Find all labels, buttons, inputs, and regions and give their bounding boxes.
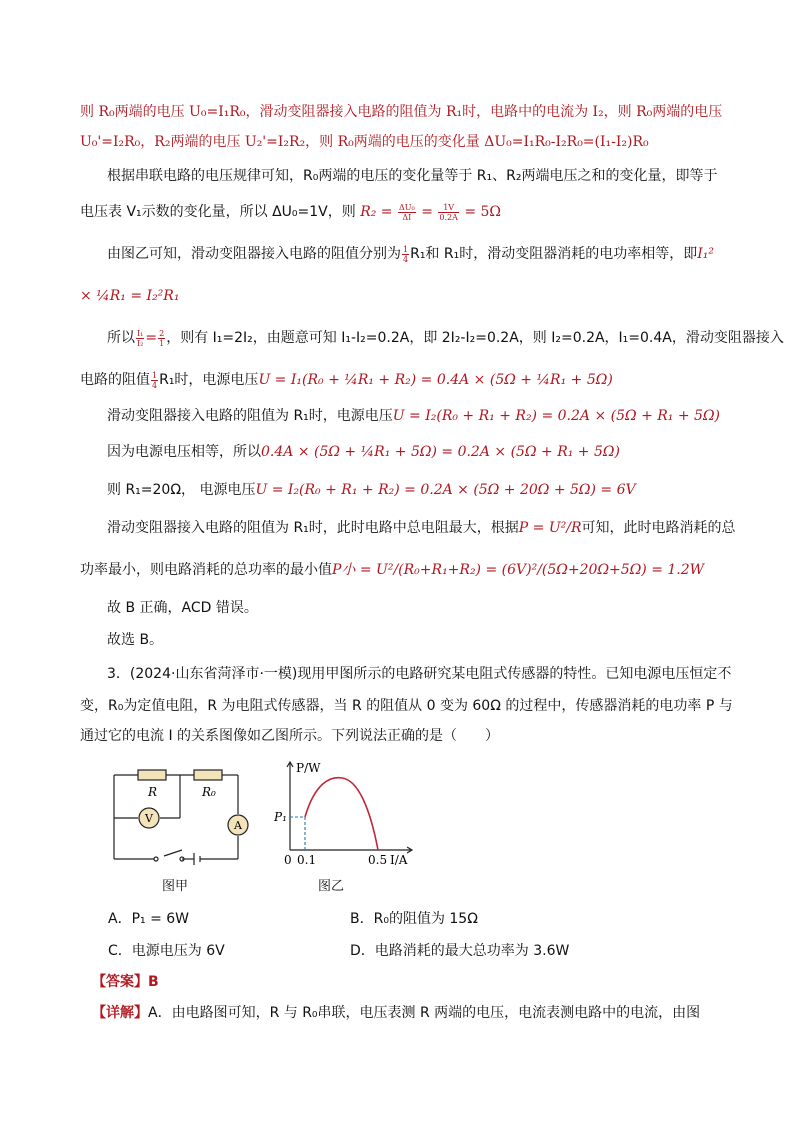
figure-caption-jia: 图甲 [162, 879, 189, 894]
solution-line-6: × ¼R₁ = I₂²R₁ [80, 288, 180, 304]
label-a: A [234, 819, 242, 832]
option-a[interactable]: A．P₁ = 6W [108, 911, 190, 927]
fraction-quarter: $\frac{1}{4}$ [403, 244, 409, 264]
answer-line: 【答案】B [92, 974, 159, 990]
solution-line-8: 电路的阻值 $\frac{1}{4}$ R₁时，电源电压U = I₁(R₀ + ¼R₁ + R₂) = 0.4A × (5Ω + ¼R₁ + 5Ω) [80, 370, 613, 390]
solution-line-10: 因为电源电压相等，所以0.4A × (5Ω + ¼R₁ + 5Ω) = 0.2A × (5Ω + R₁ + 5Ω) [107, 444, 620, 460]
option-c[interactable]: C．电源电压为 6V [108, 943, 225, 959]
option-d[interactable]: D．电路消耗的最大总功率为 3.6W [350, 943, 570, 959]
tick-0-5: 0.5 [368, 853, 388, 867]
solution-line-14: 故 B 正确，ACD 错误。 [107, 600, 258, 616]
solution-line-3: 根据串联电路的电压规律可知，R₀两端的电压的变化量等于 R₁、R₂两端电压之和的变化量，即等于 [107, 168, 718, 184]
solution-line-12: 滑动变阻器接入电路的阻值为 R₁时，此时电路中总电阻最大，根据P = U²/R可知，此时电路消耗的总 [107, 520, 736, 536]
power-current-graph [270, 758, 420, 868]
solution-line-13: 功率最小，则电路消耗的总功率的最小值P小 = U²/(R₀+R₁+R₂) = (6V)²/(5Ω+20Ω+5Ω) = 1.2W [80, 562, 705, 578]
fraction-du-di: $\frac{\text{ΔU₀}}{\Delta I}$ [399, 202, 415, 222]
question-line-2: 变，R₀为定值电阻，R 为电阻式传感器，当 R 的阻值从 0 变为 60Ω 的过程中，传感器消耗的电功率 P 与 [80, 698, 733, 714]
solution-line-2: U₀'=I₂R₀，R₂两端的电压 U₂'=I₂R₂，则 R₀两端的电压的变化量 ΔU₀=I₁R₀-I₂R₀=(I₁-I₂)R₀ [80, 134, 649, 150]
question-line-3: 通过它的电流 I 的关系图像如乙图所示。下列说法正确的是（ ） [80, 728, 500, 744]
y-axis-label: P/W [296, 761, 321, 775]
label-r: R [148, 785, 158, 799]
tick-0-1: 0.1 [297, 853, 317, 867]
fraction-quarter-2: $\frac{1}{4}$ [152, 370, 158, 390]
question-line-1: 3．(2024·山东省菏泽市·一模)现用甲图所示的电路研究某电阻式传感器的特性。已知电源电压恒定不 [107, 666, 732, 682]
solution-line-11: 则 R₁=20Ω， 电源电压U = I₂(R₀ + R₁ + R₂) = 0.2A × (5Ω + 20Ω + 5Ω) = 6V [107, 482, 636, 498]
fraction-i1-i2: $\frac{\text{I₁}}{\text{I₂}}$ [137, 328, 144, 348]
solution-line-1: 则 R₀两端的电压 U₀=I₁R₀，滑动变阻器接入电路的阻值为 R₁时，电路中的电流为 I₂，则 R₀两端的电压 [80, 104, 723, 120]
label-v: V [145, 812, 153, 825]
figure-caption-yi: 图乙 [318, 879, 345, 894]
resistor-r [138, 770, 166, 780]
solution-line-9: 滑动变阻器接入电路的阻值为 R₁时，电源电压U = I₂(R₀ + R₁ + R₂) = 0.2A × (5Ω + R₁ + 5Ω) [107, 408, 721, 424]
fraction-2-1: $\frac{2}{1}$ [159, 328, 165, 348]
fraction-1v-02a: $\frac{1V}{0.2A}$ [439, 202, 458, 222]
label-r0: R₀ [202, 785, 216, 799]
solution-line-15: 故选 B。 [107, 632, 164, 648]
x-axis-label: I/A [390, 853, 408, 867]
power-curve [305, 778, 378, 850]
option-b[interactable]: B．R₀的阻值为 15Ω [350, 911, 478, 927]
solution-line-5: 由图乙可知，滑动变阻器接入电路的阻值分别为 $\frac{1}{4}$ R₁和 R₁时，滑动变阻器消耗的电功率相等，即I₁² [107, 244, 714, 264]
solution-line-7: 所以 $\frac{\text{I₁}}{\text{I₂}}$ = $\frac{2}{1}$ ，则有 I₁=2I₂，由题意可知 I₁-I₂=0.2A，即 2I₂-I₂=0.2A，则 I₂=0.2A，I₁=0.4A，滑动变阻器接入 [107, 328, 784, 348]
resistor-r0 [194, 770, 222, 780]
p1-label: P₁ [274, 810, 287, 824]
detail-line: 【详解】A．由电路图可知，R 与 R₀串联，电压表测 R 两端的电压，电流表测电路中的电流，由图 [92, 1005, 701, 1021]
solution-line-4: 电压表 V₁示数的变化量，所以 ΔU₀=1V，则 R₂ = $\frac{\text{ΔU₀}}{\Delta I}$ = $\frac{1V}{0.2A}$ = 5Ω [80, 202, 502, 222]
tick-0: 0 [284, 853, 292, 867]
circuit-diagram [108, 760, 250, 865]
